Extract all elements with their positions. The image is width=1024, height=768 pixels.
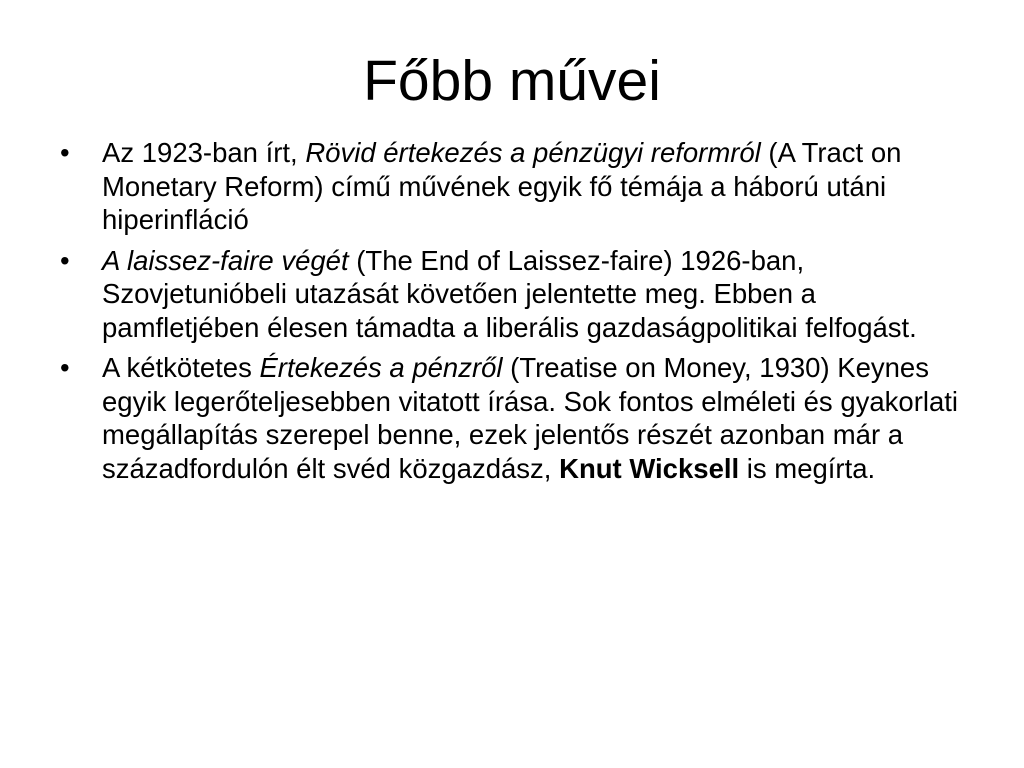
bullet-list: [56, 136, 976, 492]
bullet-text-part: (A Tract on Monetary Reform) című művének egyik fő témája a háború utáni hiperinfláció: [102, 137, 902, 235]
bullet-text-part: A kétkötetes: [102, 352, 260, 383]
bullet-text-part: (The End of Laissez-faire) 1926-ban, Szovjetunióbeli utazását követően jelentette meg. Ebben a pamfletjében élesen támadta a liberális gazdaságpolitikai felfogást.: [102, 244, 917, 343]
bullet-item-1: [56, 136, 976, 237]
bullet-text-part: (Treatise on Money, 1930) Keynes egyik legerőteljesebben vitatott írása. Sok fontos elméleti és gyakorlati megállapítás szerepel benne, ezek jelentős részét azonban már a századfordulón élt svéd közgazdász,: [102, 352, 959, 484]
bullet-item-3: [56, 351, 976, 485]
book-title-laissez-faire: A laissez-faire végét: [102, 244, 349, 276]
bullet-text-part: is megírta.: [739, 452, 876, 484]
slide-title: Főbb művei: [363, 49, 661, 113]
bullet-text-part: Az 1923-ban írt,: [102, 137, 306, 168]
bullet-marker: •: [60, 137, 70, 168]
book-title-ertekezes-a-penzrol: Értekezés a pénzről: [259, 352, 503, 383]
person-name-knut-wicksell: Knut Wicksell: [559, 452, 740, 484]
book-title-rovid-ertekezes: Rövid értekezés a pénzügyi reformról: [305, 137, 761, 168]
bullet-marker: •: [60, 352, 70, 383]
bullet-marker: •: [60, 244, 70, 276]
bullet-item-2: [56, 244, 976, 345]
